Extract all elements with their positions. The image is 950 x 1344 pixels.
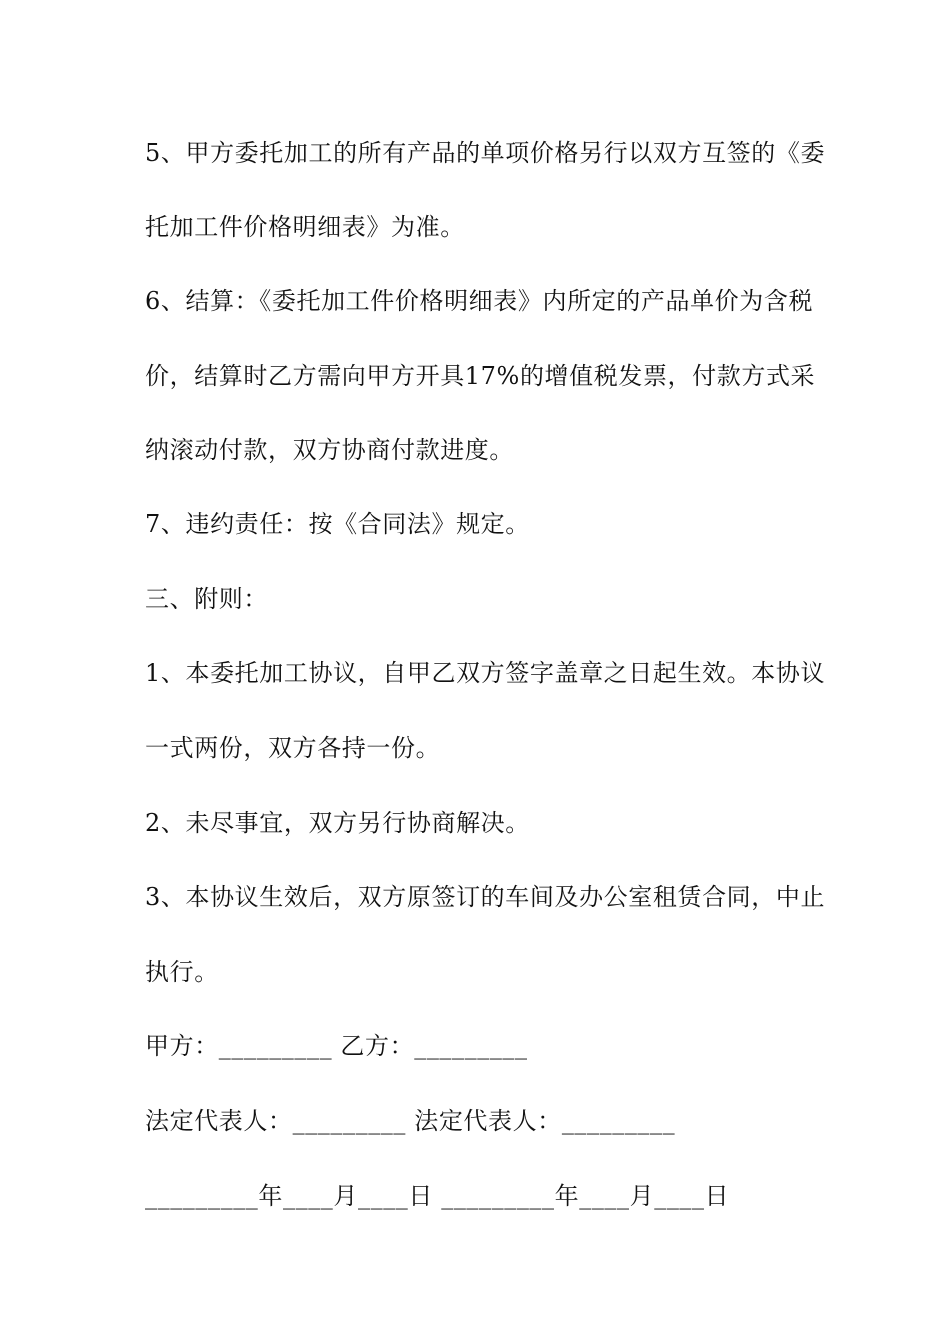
clause-7-line: 7、违约责任：按《合同法》规定。 (145, 510, 530, 538)
section-3-heading: 三、附则： (145, 585, 268, 613)
article-1-line-1: 1、本委托加工协议，自甲乙双方签字盖章之日起生效。本协议 (145, 659, 826, 687)
clause-6-line-1: 6、结算：《委托加工件价格明细表》内所定的产品单价为含税 (145, 287, 814, 315)
legal-representative-line: 法定代表人：_________ 法定代表人：_________ (145, 1107, 676, 1135)
clause-6-line-3: 纳滚动付款，双方协商付款进度。 (145, 436, 514, 464)
article-2-line: 2、未尽事宜，双方另行协商解决。 (145, 809, 530, 837)
date-line: _________年____月____日 _________年____月____日 (145, 1182, 730, 1210)
clause-5-line-1: 5、甲方委托加工的所有产品的单项价格另行以双方互签的《委 (145, 139, 826, 167)
article-3-line-1: 3、本协议生效后，双方原签订的车间及办公室租赁合同，中止 (145, 883, 826, 911)
article-3-line-2: 执行。 (145, 958, 219, 986)
party-signature-line: 甲方：_________ 乙方：_________ (145, 1032, 528, 1060)
clause-6-line-2: 价，结算时乙方需向甲方开具17%的增值税发票，付款方式采 (145, 362, 816, 390)
article-1-line-2: 一式两份，双方各持一份。 (145, 734, 441, 762)
clause-5-line-2: 托加工件价格明细表》为准。 (145, 213, 465, 241)
